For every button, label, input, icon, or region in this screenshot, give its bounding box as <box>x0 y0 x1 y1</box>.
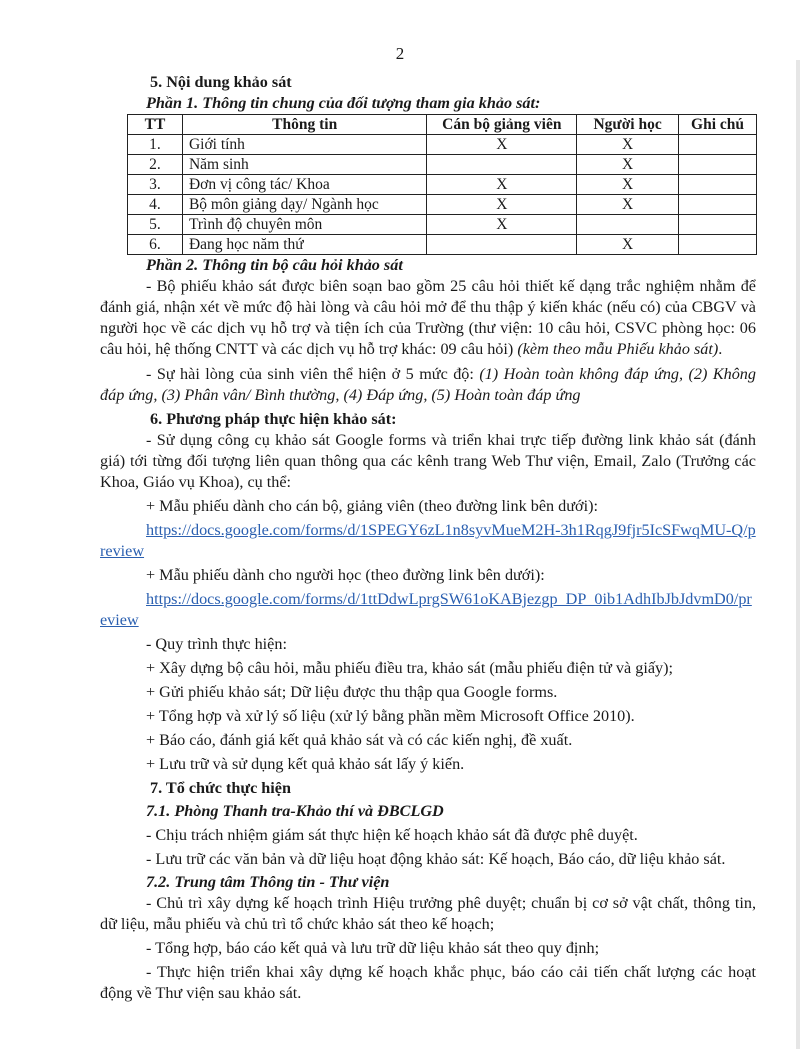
table-cell <box>427 235 577 255</box>
table-cell <box>679 235 757 255</box>
list-item: + Lưu trữ và sử dụng kết quả khảo sát lấy ý kiến. <box>146 755 465 773</box>
table-cell <box>427 155 577 175</box>
list-item: - Chịu trách nhiệm giám sát thực hiện kế hoạch khảo sát đã được phê duyệt. <box>146 826 638 844</box>
part-1-heading: Phần 1. Thông tin chung của đối tượng tham gia khảo sát: <box>146 94 541 112</box>
paragraph-method: - Sử dụng công cụ khảo sát Google forms và triển khai trực tiếp đường link khảo sát (đánh giá) tới từng đối tượng liên quan thông qua các kênh trang Web Thư viện, Email, Zalo (Trưởng các Khoa, Giáo vụ Khoa), cụ thể: <box>100 431 756 491</box>
table-cell: Giới tính <box>182 135 427 155</box>
table-cell <box>577 215 679 235</box>
list-item: + Xây dựng bộ câu hỏi, mẫu phiếu điều tra, khảo sát (mẫu phiếu điện tử và giấy); <box>146 659 674 677</box>
paragraph-text: - Bộ phiếu khảo sát được biên soạn bao gồm 25 câu hỏi thiết kế dạng trắc nghiệm nhằm để đánh giá, nhận xét về mức độ hài lòng và câu hỏi mở để thu thập ý kiến khác (nếu có) của CBGV và người học về các dịch vụ hỗ trợ và tiện ích của Trường (thư viện: 10 câu hỏi, CSVC phòng học: 06 câu hỏi, hệ thống CNTT và các dịch vụ hỗ trợ khác: 09 câu hỏi) <box>100 277 756 358</box>
paragraph-text: - Sự hài lòng của sinh viên thể hiện ở 5 mức độ: <box>146 365 480 383</box>
list-item: - Tổng hợp, báo cáo kết quả và lưu trữ dữ liệu khảo sát theo quy định; <box>146 939 600 957</box>
table-row <box>128 175 757 195</box>
table-cell: X <box>427 195 577 215</box>
form1-link[interactable]: https://docs.google.com/forms/d/1SPEGY6zL1n8syvMueM2H-3h1RqgJ9fjr5IcSFwqMU-Q/preview <box>100 521 756 560</box>
table-cell <box>679 175 757 195</box>
table-cell: X <box>577 175 679 195</box>
table-header-cell: Ghi chú <box>679 115 757 135</box>
table-row <box>128 135 757 155</box>
paragraph-text: . <box>718 340 723 358</box>
table-cell <box>679 155 757 175</box>
paragraph-question-set <box>100 276 756 360</box>
table-cell: 5. <box>128 215 183 235</box>
table-row <box>128 215 757 235</box>
process-label: - Quy trình thực hiện: <box>146 635 287 653</box>
paragraph-italic: (kèm theo mẫu Phiếu khảo sát) <box>517 340 719 358</box>
form2-link-line <box>100 589 756 631</box>
table-row <box>128 235 757 255</box>
table-header-cell: Cán bộ giảng viên <box>427 115 577 135</box>
table-cell: 2. <box>128 155 183 175</box>
table-cell: Năm sinh <box>182 155 427 175</box>
table-cell: Bộ môn giảng dạy/ Ngành học <box>182 195 427 215</box>
list-item: + Gửi phiếu khảo sát; Dữ liệu được thu thập qua Google forms. <box>146 683 558 701</box>
table-row <box>128 155 757 175</box>
part-2-heading: Phần 2. Thông tin bộ câu hỏi khảo sát <box>146 256 403 274</box>
form1-label: + Mẫu phiếu dành cho cán bộ, giảng viên (theo đường link bên dưới): <box>146 497 598 515</box>
section-5-heading: 5. Nội dung khảo sát <box>150 73 292 91</box>
table-cell: X <box>427 175 577 195</box>
list-item: - Chủ trì xây dựng kế hoạch trình Hiệu trưởng phê duyệt; chuẩn bị cơ sở vật chất, thông tin, dữ liệu, mẫu phiếu và chủ trì tổ chức khảo sát theo kế hoạch; <box>100 894 756 933</box>
table-cell: 1. <box>128 135 183 155</box>
table-cell: 3. <box>128 175 183 195</box>
table-cell: X <box>577 235 679 255</box>
participant-info-table <box>127 114 757 255</box>
subsection-7-2-heading: 7.2. Trung tâm Thông tin - Thư viện <box>146 873 390 891</box>
table-cell: Đơn vị công tác/ Khoa <box>182 175 427 195</box>
table-cell <box>679 195 757 215</box>
form2-label: + Mẫu phiếu dành cho người học (theo đường link bên dưới): <box>146 566 545 584</box>
form1-link-line <box>100 520 756 562</box>
document-content <box>100 72 756 1004</box>
subsection-7-1-heading: 7.1. Phòng Thanh tra-Khảo thí và ĐBCLGD <box>146 802 444 820</box>
list-item: - Thực hiện triển khai xây dựng kế hoạch khắc phục, báo cáo cải tiến chất lượng các hoạt động về Thư viện sau khảo sát. <box>100 963 756 1002</box>
section-7-heading: 7. Tổ chức thực hiện <box>150 779 291 797</box>
section-6-heading: 6. Phương pháp thực hiện khảo sát: <box>150 410 397 428</box>
table-row <box>128 195 757 215</box>
table-cell: X <box>427 135 577 155</box>
paragraph-italic: (1) Hoàn toàn không đáp ứng, (2) Không đáp ứng, (3) Phân vân/ Bình thường, (4) Đáp ứng, (5) Hoàn toàn đáp ứng <box>100 365 756 404</box>
table-cell <box>679 135 757 155</box>
table-cell: X <box>577 195 679 215</box>
table-header-cell: Thông tin <box>182 115 427 135</box>
list-item: - Lưu trữ các văn bản và dữ liệu hoạt động khảo sát: Kế hoạch, Báo cáo, dữ liệu khảo sát. <box>146 850 726 868</box>
table-cell: X <box>427 215 577 235</box>
page-number: 2 <box>395 44 405 63</box>
table-cell: 4. <box>128 195 183 215</box>
table-cell: X <box>577 135 679 155</box>
list-item: + Báo cáo, đánh giá kết quả khảo sát và có các kiến nghị, đề xuất. <box>146 731 573 749</box>
paragraph-satisfaction-levels <box>100 364 756 406</box>
table-cell: X <box>577 155 679 175</box>
table-header-cell: Người học <box>577 115 679 135</box>
scrollbar-track[interactable] <box>796 60 800 1049</box>
table-header-row <box>128 115 757 135</box>
table-cell: Trình độ chuyên môn <box>182 215 427 235</box>
table-cell: Đang học năm thứ <box>182 235 427 255</box>
list-item: + Tổng hợp và xử lý số liệu (xử lý bằng phần mềm Microsoft Office 2010). <box>146 707 635 725</box>
form2-link[interactable]: https://docs.google.com/forms/d/1ttDdwLprgSW61oKABjezgp_DP_0ib1AdhIbJbJdvmD0/preview <box>100 590 752 629</box>
table-header-cell: TT <box>128 115 183 135</box>
table-cell <box>679 215 757 235</box>
table-cell: 6. <box>128 235 183 255</box>
